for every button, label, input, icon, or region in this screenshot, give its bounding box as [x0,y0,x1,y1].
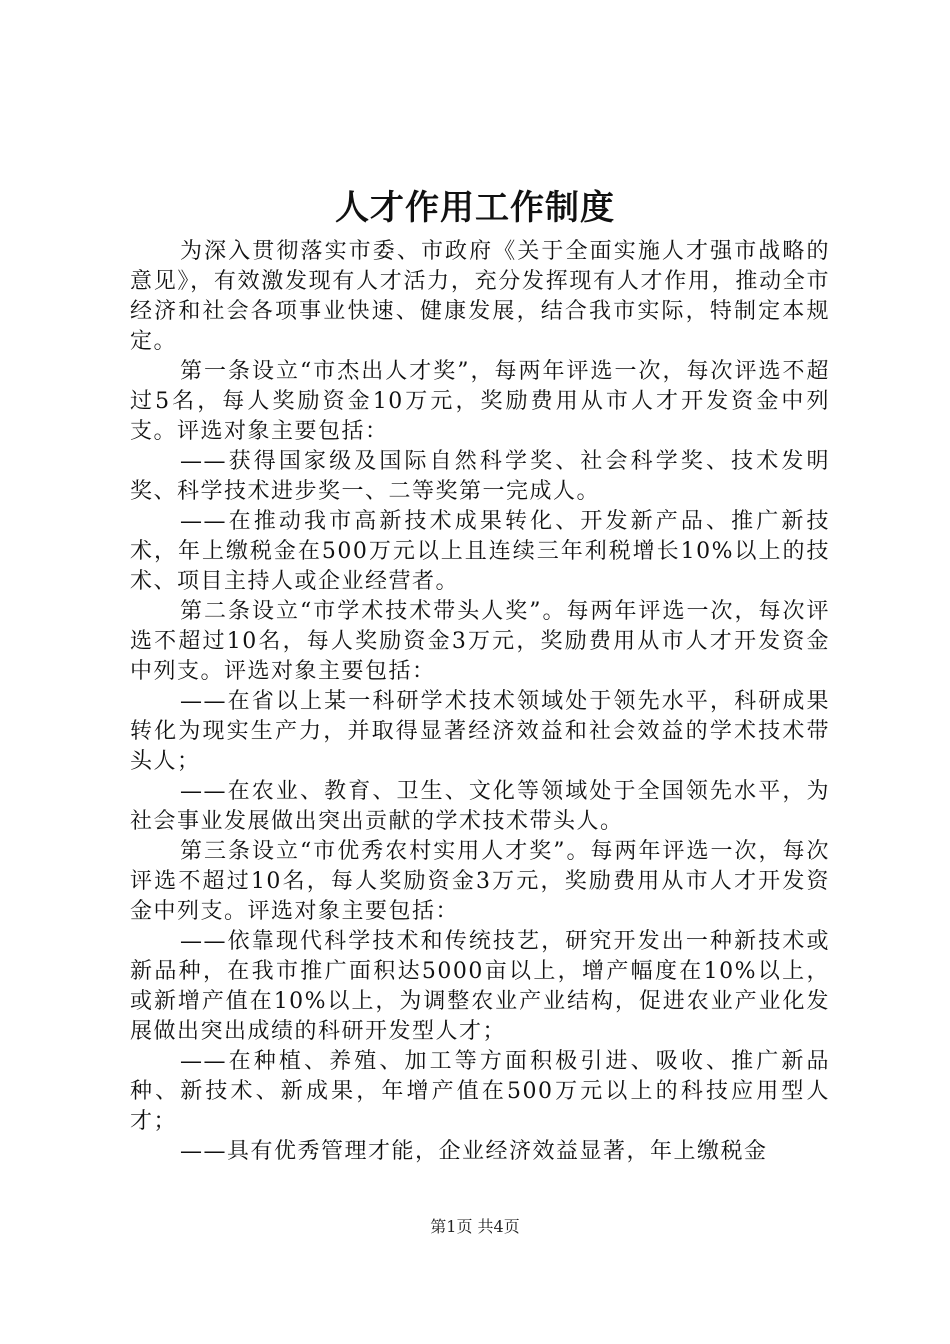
paragraph-article-2-item-1: ——在省以上某一科研学术技术领域处于领先水平，科研成果转化为现实生产力，并取得显著经济效益和社会效益的学术技术带头人； [130,689,830,774]
paragraph-article-1-item-2: ——在推动我市高新技术成果转化、开发新产品、推广新技术，年上缴税金在500万元以上且连续三年利税增长10%以上的技术、项目主持人或企业经营者。 [130,509,830,594]
paragraph-article-2: 第二条设立“市学术技术带头人奖”。每两年评选一次，每次评选不超过10名，每人奖励资金3万元，奖励费用从市人才开发资金中列支。评选对象主要包括： [130,599,830,684]
paragraph-article-3-item-1: ——依靠现代科学技术和传统技艺，研究开发出一种新技术或新品种，在我市推广面积达5000亩以上，增产幅度在10%以上，或新增产值在10%以上，为调整农业产业结构，促进农业产业化发展做出突出成绩的科研开发型人才； [130,929,830,1044]
paragraph-article-2-item-2: ——在农业、教育、卫生、文化等领域处于全国领先水平，为社会事业发展做出突出贡献的学术技术带头人。 [130,779,830,834]
paragraph-article-3-item-2: ——在种植、养殖、加工等方面积极引进、吸收、推广新品种、新技术、新成果，年增产值在500万元以上的科技应用型人才； [130,1049,830,1134]
paragraph-article-1-item-1: ——获得国家级及国际自然科学奖、社会科学奖、技术发明奖、科学技术进步奖一、二等奖第一完成人。 [130,449,830,504]
document-body [130,237,830,1167]
paragraph-article-3-item-3: ——具有优秀管理才能，企业经济效益显著，年上缴税金 [180,1139,768,1164]
paragraph-article-3: 第三条设立“市优秀农村实用人才奖”。每两年评选一次，每次评选不超过10名，每人奖励资金3万元，奖励费用从市人才开发资金中列支。评选对象主要包括： [130,839,830,924]
paragraph-article-1: 第一条设立“市杰出人才奖”，每两年评选一次，每次评选不超过5名，每人奖励资金10万元，奖励费用从市人才开发资金中列支。评选对象主要包括： [130,359,830,444]
document-title: 人才作用工作制度 [335,188,615,228]
paragraph-intro: 为深入贯彻落实市委、市政府《关于全面实施人才强市战略的意见》，有效激发现有人才活力，充分发挥现有人才作用，推动全市经济和社会各项事业快速、健康发展，结合我市实际，特制定本规定。 [130,239,830,354]
page-footer: 第1页 共4页 [430,1217,520,1236]
